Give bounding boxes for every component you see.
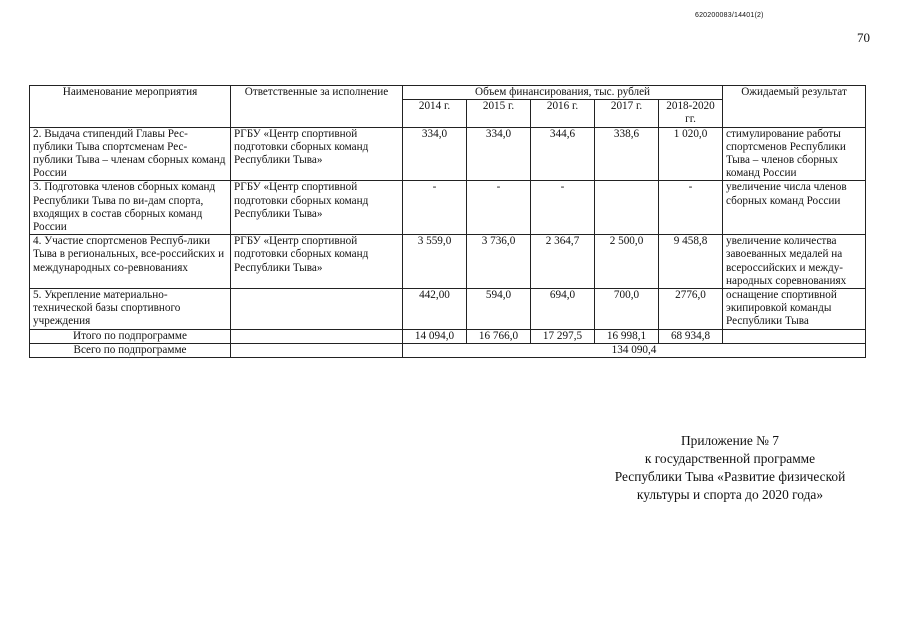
table-row	[30, 235, 866, 289]
table-row	[30, 127, 866, 181]
header-year: 2017 г.	[595, 100, 659, 127]
row-result: стимулирование работы спортсменов Республики Тыва – членов сборных команд России	[723, 127, 866, 181]
table-row	[30, 289, 866, 330]
header-responsible: Ответственные за исполнение	[231, 86, 403, 128]
row-value: 334,0	[403, 127, 467, 181]
row-responsible: РГБУ «Центр спортивной подготовки сборных команд Республики Тыва»	[231, 235, 403, 289]
subtotal-value: 16 998,1	[595, 329, 659, 343]
row-value: 2 500,0	[595, 235, 659, 289]
total-label: Всего по подпрограмме	[30, 343, 231, 357]
row-name: 3. Подготовка членов сборных команд Республики Тыва по ви-дам спорта, входящих в состав сборных команд России	[30, 181, 231, 235]
appendix-line: Республики Тыва «Развитие физической	[614, 469, 846, 484]
row-value: -	[403, 181, 467, 235]
appendix-line: культуры и спорта до 2020 года»	[636, 487, 824, 502]
header-year: 2018-2020 гг.	[659, 100, 723, 127]
row-value: 442,00	[403, 289, 467, 330]
appendix-line: Приложение № 7	[680, 433, 780, 448]
table-row	[30, 181, 866, 235]
row-name: 2. Выдача стипендий Главы Рес-публики Тыва спортсменам Рес-публики Тыва – членам сборных команд России	[30, 127, 231, 181]
appendix-line: к государственной программе	[644, 451, 816, 466]
header-result: Ожидаемый результат	[723, 86, 866, 128]
row-value: 334,0	[467, 127, 531, 181]
row-responsible	[231, 289, 403, 330]
row-value	[595, 181, 659, 235]
row-value: 338,6	[595, 127, 659, 181]
subtotal-value: 17 297,5	[531, 329, 595, 343]
total-empty	[231, 343, 403, 357]
row-value: 344,6	[531, 127, 595, 181]
row-result: увеличение числа членов сборных команд России	[723, 181, 866, 235]
row-value: 694,0	[531, 289, 595, 330]
row-value: 2 364,7	[531, 235, 595, 289]
row-responsible: РГБУ «Центр спортивной подготовки сборных команд Республики Тыва»	[231, 181, 403, 235]
row-value: 700,0	[595, 289, 659, 330]
header-year: 2015 г.	[467, 100, 531, 127]
total-row	[30, 343, 866, 357]
header-year: 2016 г.	[531, 100, 595, 127]
funding-table	[29, 85, 866, 358]
subtotal-value: 68 934,8	[659, 329, 723, 343]
row-value: 2776,0	[659, 289, 723, 330]
subtotal-row	[30, 329, 866, 343]
row-value: -	[467, 181, 531, 235]
subtotal-value: 14 094,0	[403, 329, 467, 343]
document-id: 620200083/14401(2)	[695, 12, 764, 19]
row-value: 1 020,0	[659, 127, 723, 181]
row-name: 4. Участие спортсменов Респуб-лики Тыва в региональных, все-российских и международных со-ревнованиях	[30, 235, 231, 289]
subtotal-empty	[231, 329, 403, 343]
row-value: 3 736,0	[467, 235, 531, 289]
subtotal-empty	[723, 329, 866, 343]
row-value: 9 458,8	[659, 235, 723, 289]
appendix-caption	[590, 432, 870, 504]
total-value: 134 090,4	[403, 343, 866, 357]
row-name: 5. Укрепление материально-технической базы спортивного учреждения	[30, 289, 231, 330]
header-funding: Объем финансирования, тыс. рублей	[403, 86, 723, 100]
row-value: 594,0	[467, 289, 531, 330]
row-result: оснащение спортивной экипировкой команды Республики Тыва	[723, 289, 866, 330]
page-number: 70	[857, 30, 870, 45]
row-responsible: РГБУ «Центр спортивной подготовки сборных команд Республики Тыва»	[231, 127, 403, 181]
subtotal-value: 16 766,0	[467, 329, 531, 343]
subtotal-label: Итого по подпрограмме	[30, 329, 231, 343]
row-value: -	[531, 181, 595, 235]
header-year: 2014 г.	[403, 100, 467, 127]
row-result: увеличение количества завоеванных медалей на всероссийских и между-народных соревнованиях	[723, 235, 866, 289]
header-name: Наименование мероприятия	[30, 86, 231, 128]
row-value: -	[659, 181, 723, 235]
header-row	[30, 86, 866, 100]
row-value: 3 559,0	[403, 235, 467, 289]
